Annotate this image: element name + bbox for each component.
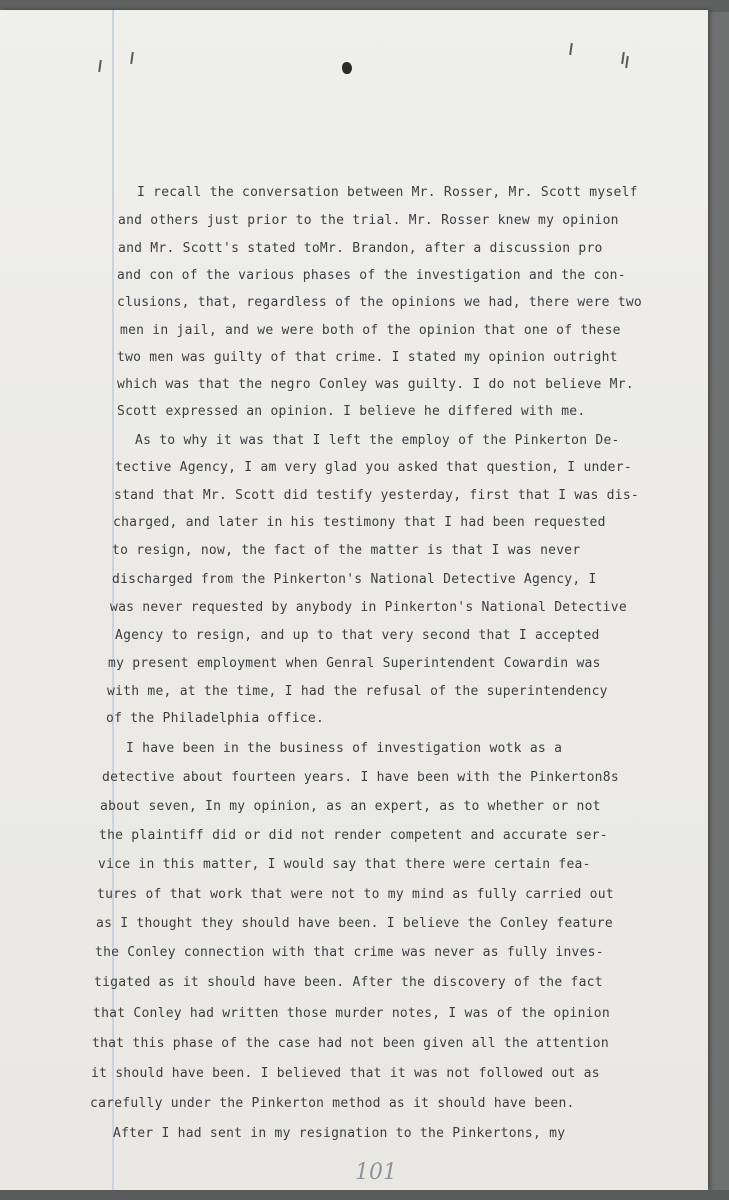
text-line: to resign, now, the fact of the matter is that I was never [112,543,581,558]
pencil-mark [130,52,134,64]
desk-background-bottom [0,1190,729,1200]
text-line: that Conley had written those murder notes, I was of the opinion [93,1006,610,1021]
text-line: As to why it was that I left the employ of the Pinkerton De- [135,433,620,448]
text-line: which was that the negro Conley was guilty. I do not believe Mr. [117,377,634,392]
punch-hole [342,62,352,74]
text-line: tective Agency, I am very glad you asked that question, I under- [115,460,632,475]
text-line: After I had sent in my resignation to the Pinkertons, my [113,1126,566,1141]
text-line: and others just prior to the trial. Mr. Rosser knew my opinion [118,213,619,228]
text-line: stand that Mr. Scott did testify yesterday, first that I was dis- [114,488,639,503]
text-line: men in jail, and we were both of the opinion that one of these [120,323,621,338]
text-line: about seven, In my opinion, as an expert, as to whether or not [100,799,601,814]
text-line: the plaintiff did or did not render competent and accurate ser- [99,828,608,843]
text-line: and Mr. Scott's stated toMr. Brandon, after a discussion pro [118,241,603,256]
pencil-mark [569,43,573,55]
text-line: discharged from the Pinkerton's National Detective Agency, I [112,572,597,587]
text-line: Scott expressed an opinion. I believe he differed with me. [117,404,586,419]
text-line: of the Philadelphia office. [106,711,325,726]
text-line: I recall the conversation between Mr. Rosser, Mr. Scott myself [137,185,638,200]
text-line: my present employment when Genral Superintendent Cowardin was [108,656,601,671]
text-line: it should have been. I believed that it was not followed out as [91,1066,600,1081]
text-line: as I thought they should have been. I believe the Conley feature [96,916,613,931]
text-line: and con of the various phases of the investigation and the con- [117,268,626,283]
text-line: tures of that work that were not to my mind as fully carried out [97,887,614,902]
text-line: the Conley connection with that crime was never as fully inves- [95,945,604,960]
handwritten-page-number: 101 [355,1160,397,1185]
pencil-mark [625,56,629,68]
text-line: clusions, that, regardless of the opinions we had, there were two [117,295,642,310]
text-line: two men was guilty of that crime. I stated my opinion outright [117,350,618,365]
text-line: vice in this matter, I would say that there were certain fea- [98,857,591,872]
text-line: that this phase of the case had not been given all the attention [92,1036,609,1051]
pencil-mark [98,60,102,72]
text-line: Agency to resign, and up to that very second that I accepted [115,628,600,643]
text-line: carefully under the Pinkerton method as it should have been. [90,1096,575,1111]
text-line: was never requested by anybody in Pinkerton's National Detective [110,600,627,615]
text-line: charged, and later in his testimony that I had been requested [113,515,606,530]
text-line: I have been in the business of investigation wotk as a [126,741,563,756]
pencil-mark [621,52,625,64]
text-line: tigated as it should have been. After the discovery of the fact [94,975,603,990]
text-line: detective about fourteen years. I have been with the Pinkerton8s [102,770,619,785]
document-page [0,10,708,1190]
text-line: with me, at the time, I had the refusal of the superintendency [107,684,608,699]
